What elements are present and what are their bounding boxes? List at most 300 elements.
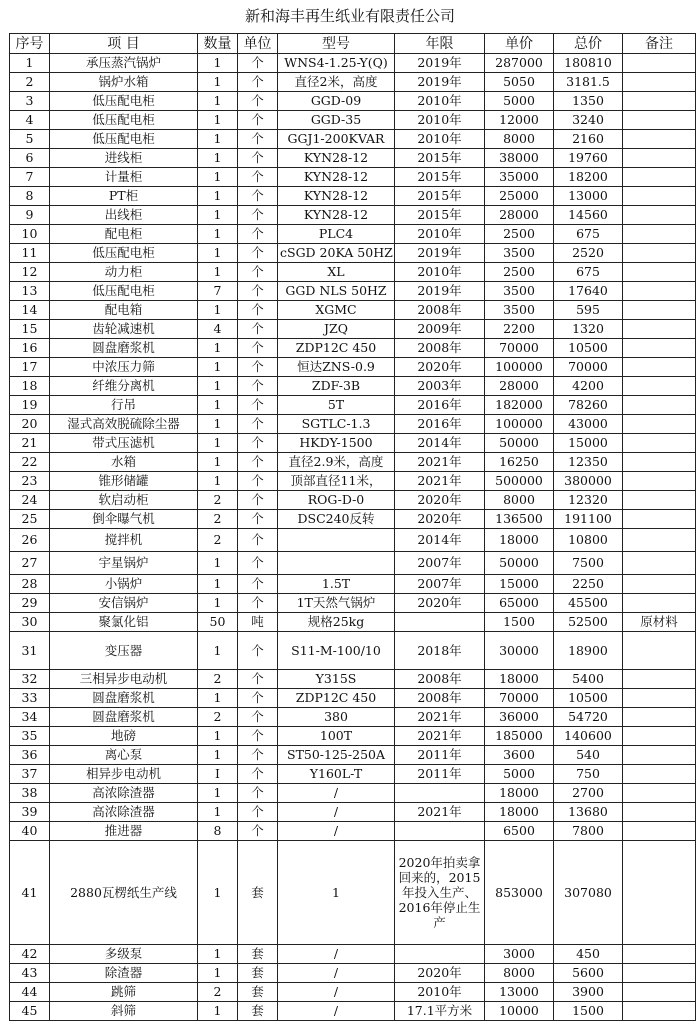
cell-total-price: 675 xyxy=(554,263,623,282)
cell-remarks xyxy=(623,841,696,945)
cell-unit: 套 xyxy=(238,841,278,945)
cell-unit: 个 xyxy=(238,632,278,670)
cell-unit: 个 xyxy=(238,73,278,92)
table-row xyxy=(10,784,696,803)
cell-model: / xyxy=(278,945,395,964)
cell-model: 1 xyxy=(278,841,395,945)
cell-item: 搅拌机 xyxy=(50,529,198,552)
cell-year: 2021年 xyxy=(395,472,485,491)
cell-item: 行吊 xyxy=(50,396,198,415)
cell-year: 2014年 xyxy=(395,434,485,453)
cell-index: 31 xyxy=(10,632,50,670)
cell-year: 17.1平方米 xyxy=(395,1002,485,1021)
cell-unit-price: 182000 xyxy=(485,396,554,415)
cell-unit-price: 13000 xyxy=(485,983,554,1002)
cell-unit-price: 185000 xyxy=(485,727,554,746)
cell-item: 带式压滤机 xyxy=(50,434,198,453)
cell-model: KYN28-12 xyxy=(278,206,395,225)
cell-year: 2010年 xyxy=(395,92,485,111)
cell-quantity: 1 xyxy=(198,575,238,594)
cell-total-price: 13000 xyxy=(554,187,623,206)
cell-unit: 套 xyxy=(238,983,278,1002)
cell-remarks xyxy=(623,594,696,613)
cell-model xyxy=(278,552,395,575)
cell-unit: 个 xyxy=(238,822,278,841)
table-row xyxy=(10,983,696,1002)
cell-year: 2021年 xyxy=(395,453,485,472)
cell-total-price: 54720 xyxy=(554,708,623,727)
cell-unit-price: 25000 xyxy=(485,187,554,206)
cell-model xyxy=(278,529,395,552)
table-row xyxy=(10,765,696,784)
cell-remarks xyxy=(623,396,696,415)
cell-unit: 个 xyxy=(238,187,278,206)
cell-item: 倒伞曝气机 xyxy=(50,510,198,529)
cell-year: 2011年 xyxy=(395,765,485,784)
cell-year: 2010年 xyxy=(395,263,485,282)
cell-unit: 个 xyxy=(238,168,278,187)
cell-unit: 个 xyxy=(238,54,278,73)
cell-unit-price: 18000 xyxy=(485,803,554,822)
cell-unit: 个 xyxy=(238,472,278,491)
cell-model: DSC240反转 xyxy=(278,510,395,529)
table-row xyxy=(10,964,696,983)
cell-unit: 个 xyxy=(238,434,278,453)
cell-model: Y315S xyxy=(278,670,395,689)
cell-unit: 个 xyxy=(238,727,278,746)
cell-remarks xyxy=(623,320,696,339)
cell-remarks xyxy=(623,1002,696,1021)
cell-item: 地磅 xyxy=(50,727,198,746)
cell-model: KYN28-12 xyxy=(278,187,395,206)
cell-model: GGD-09 xyxy=(278,92,395,111)
cell-index: 11 xyxy=(10,244,50,263)
table-row xyxy=(10,225,696,244)
cell-year: 2011年 xyxy=(395,746,485,765)
cell-index: 35 xyxy=(10,727,50,746)
table-row xyxy=(10,111,696,130)
cell-item: 安信锅炉 xyxy=(50,594,198,613)
cell-index: 40 xyxy=(10,822,50,841)
cell-unit-price: 5050 xyxy=(485,73,554,92)
cell-year: 2019年 xyxy=(395,73,485,92)
cell-index: 18 xyxy=(10,377,50,396)
cell-remarks xyxy=(623,784,696,803)
cell-quantity: 1 xyxy=(198,168,238,187)
cell-unit: 个 xyxy=(238,92,278,111)
cell-quantity: 1 xyxy=(198,784,238,803)
cell-remarks xyxy=(623,491,696,510)
cell-total-price: 7500 xyxy=(554,552,623,575)
cell-remarks xyxy=(623,983,696,1002)
cell-quantity: 2 xyxy=(198,491,238,510)
cell-quantity: 2 xyxy=(198,708,238,727)
cell-total-price: 45500 xyxy=(554,594,623,613)
cell-unit: 个 xyxy=(238,263,278,282)
cell-model: 直径2.9米，高度 xyxy=(278,453,395,472)
cell-unit-price: 38000 xyxy=(485,149,554,168)
cell-model: / xyxy=(278,822,395,841)
cell-unit-price: 2200 xyxy=(485,320,554,339)
table-row xyxy=(10,529,696,552)
cell-total-price: 70000 xyxy=(554,358,623,377)
cell-unit: 个 xyxy=(238,358,278,377)
cell-remarks xyxy=(623,168,696,187)
cell-unit: 个 xyxy=(238,206,278,225)
cell-unit: 个 xyxy=(238,377,278,396)
cell-model: 5T xyxy=(278,396,395,415)
cell-year: 2014年 xyxy=(395,529,485,552)
cell-item: 水箱 xyxy=(50,453,198,472)
cell-model: 380 xyxy=(278,708,395,727)
cell-index: 12 xyxy=(10,263,50,282)
table-row xyxy=(10,689,696,708)
cell-item: 高浓除渣器 xyxy=(50,784,198,803)
cell-model: KYN28-12 xyxy=(278,168,395,187)
cell-year: 2021年 xyxy=(395,727,485,746)
cell-unit: 个 xyxy=(238,244,278,263)
cell-unit-price: 8000 xyxy=(485,130,554,149)
cell-total-price: 15000 xyxy=(554,434,623,453)
cell-index: 32 xyxy=(10,670,50,689)
cell-total-price: 540 xyxy=(554,746,623,765)
table-row xyxy=(10,339,696,358)
cell-remarks xyxy=(623,244,696,263)
table-row xyxy=(10,92,696,111)
table-row xyxy=(10,434,696,453)
cell-quantity: 1 xyxy=(198,803,238,822)
table-row xyxy=(10,613,696,632)
cell-unit: 套 xyxy=(238,1002,278,1021)
cell-item: 2880瓦楞纸生产线 xyxy=(50,841,198,945)
cell-unit: 个 xyxy=(238,552,278,575)
cell-quantity: 1 xyxy=(198,339,238,358)
cell-year: 2019年 xyxy=(395,54,485,73)
cell-total-price: 43000 xyxy=(554,415,623,434)
cell-index: 36 xyxy=(10,746,50,765)
cell-quantity: 1 xyxy=(198,206,238,225)
table-row xyxy=(10,803,696,822)
cell-unit-price: 70000 xyxy=(485,339,554,358)
cell-model: / xyxy=(278,983,395,1002)
cell-item: 多级泵 xyxy=(50,945,198,964)
cell-unit: 个 xyxy=(238,746,278,765)
table-row xyxy=(10,130,696,149)
col-header-item: 项 目 xyxy=(50,34,198,54)
cell-unit-price: 2500 xyxy=(485,263,554,282)
cell-unit: 吨 xyxy=(238,613,278,632)
cell-remarks xyxy=(623,282,696,301)
cell-quantity: 1 xyxy=(198,130,238,149)
col-header-model: 型号 xyxy=(278,34,395,54)
table-body xyxy=(10,54,696,1021)
cell-index: 21 xyxy=(10,434,50,453)
cell-remarks xyxy=(623,377,696,396)
cell-quantity: 1 xyxy=(198,92,238,111)
cell-quantity: 1 xyxy=(198,964,238,983)
cell-index: 20 xyxy=(10,415,50,434)
cell-unit-price: 287000 xyxy=(485,54,554,73)
table-row xyxy=(10,552,696,575)
cell-remarks xyxy=(623,510,696,529)
cell-quantity: 1 xyxy=(198,1002,238,1021)
cell-year: 2009年 xyxy=(395,320,485,339)
cell-model: HKDY-1500 xyxy=(278,434,395,453)
cell-remarks xyxy=(623,822,696,841)
cell-model: 100T xyxy=(278,727,395,746)
table-header-row xyxy=(10,34,696,54)
cell-total-price: 10500 xyxy=(554,689,623,708)
cell-index: 14 xyxy=(10,301,50,320)
cell-year xyxy=(395,945,485,964)
cell-unit-price: 3600 xyxy=(485,746,554,765)
cell-total-price: 3240 xyxy=(554,111,623,130)
cell-quantity: 1 xyxy=(198,244,238,263)
cell-model: XL xyxy=(278,263,395,282)
table-row xyxy=(10,670,696,689)
cell-model: / xyxy=(278,1002,395,1021)
cell-unit: 个 xyxy=(238,670,278,689)
cell-remarks xyxy=(623,358,696,377)
cell-unit: 个 xyxy=(238,784,278,803)
cell-unit: 个 xyxy=(238,689,278,708)
cell-item: 低压配电柜 xyxy=(50,92,198,111)
cell-year: 2020年 xyxy=(395,510,485,529)
cell-index: 42 xyxy=(10,945,50,964)
cell-index: 8 xyxy=(10,187,50,206)
cell-unit: 个 xyxy=(238,225,278,244)
table-row xyxy=(10,822,696,841)
cell-model: SGTLC-1.3 xyxy=(278,415,395,434)
cell-unit: 个 xyxy=(238,765,278,784)
table-row xyxy=(10,945,696,964)
cell-index: 13 xyxy=(10,282,50,301)
cell-unit-price: 3500 xyxy=(485,244,554,263)
cell-item: 圆盘磨浆机 xyxy=(50,708,198,727)
cell-total-price: 5600 xyxy=(554,964,623,983)
cell-model: ST50-125-250A xyxy=(278,746,395,765)
cell-index: 28 xyxy=(10,575,50,594)
table-row xyxy=(10,708,696,727)
cell-unit: 个 xyxy=(238,301,278,320)
table-row xyxy=(10,746,696,765)
cell-unit: 个 xyxy=(238,282,278,301)
cell-quantity: 1 xyxy=(198,434,238,453)
cell-quantity: 4 xyxy=(198,320,238,339)
cell-quantity: 1 xyxy=(198,111,238,130)
cell-item: 纤维分离机 xyxy=(50,377,198,396)
cell-item: 计量柜 xyxy=(50,168,198,187)
cell-total-price: 13680 xyxy=(554,803,623,822)
cell-total-price: 595 xyxy=(554,301,623,320)
table-row xyxy=(10,594,696,613)
cell-year: 2008年 xyxy=(395,670,485,689)
cell-item: 湿式高效脱硫除尘器 xyxy=(50,415,198,434)
cell-quantity: 7 xyxy=(198,282,238,301)
cell-item: 圆盘磨浆机 xyxy=(50,689,198,708)
cell-total-price: 5400 xyxy=(554,670,623,689)
cell-year: 2015年 xyxy=(395,149,485,168)
cell-index: 17 xyxy=(10,358,50,377)
col-header-remarks: 备注 xyxy=(623,34,696,54)
cell-quantity: 50 xyxy=(198,613,238,632)
cell-unit-price: 6500 xyxy=(485,822,554,841)
cell-quantity: 1 xyxy=(198,841,238,945)
cell-unit: 个 xyxy=(238,111,278,130)
cell-total-price: 3181.5 xyxy=(554,73,623,92)
table-row xyxy=(10,149,696,168)
cell-remarks xyxy=(623,206,696,225)
cell-quantity: 1 xyxy=(198,472,238,491)
cell-total-price: 307080 xyxy=(554,841,623,945)
table-row xyxy=(10,841,696,945)
cell-year: 2008年 xyxy=(395,301,485,320)
cell-total-price: 1350 xyxy=(554,92,623,111)
cell-model: cSGD 20KA 50HZ xyxy=(278,244,395,263)
col-header-total-price: 总价 xyxy=(554,34,623,54)
cell-year: 2020年 xyxy=(395,964,485,983)
cell-quantity: 1 xyxy=(198,54,238,73)
cell-quantity: 2 xyxy=(198,670,238,689)
table-row xyxy=(10,320,696,339)
cell-model: 直径2米，高度 xyxy=(278,73,395,92)
cell-remarks xyxy=(623,225,696,244)
cell-unit-price: 12000 xyxy=(485,111,554,130)
document-title: 新和海丰再生纸业有限责任公司 xyxy=(244,7,455,25)
cell-item: PT柜 xyxy=(50,187,198,206)
cell-index: 29 xyxy=(10,594,50,613)
cell-remarks xyxy=(623,130,696,149)
cell-unit-price: 500000 xyxy=(485,472,554,491)
cell-index: 16 xyxy=(10,339,50,358)
cell-unit-price: 50000 xyxy=(485,434,554,453)
cell-year: 2019年 xyxy=(395,244,485,263)
cell-total-price: 14560 xyxy=(554,206,623,225)
cell-total-price: 750 xyxy=(554,765,623,784)
cell-unit-price: 18000 xyxy=(485,529,554,552)
cell-quantity: 1 xyxy=(198,225,238,244)
table-row xyxy=(10,472,696,491)
cell-remarks: 原材料 xyxy=(623,613,696,632)
cell-item: 承压蒸汽锅炉 xyxy=(50,54,198,73)
cell-unit-price: 18000 xyxy=(485,670,554,689)
cell-quantity: 1 xyxy=(198,358,238,377)
cell-unit-price: 65000 xyxy=(485,594,554,613)
cell-item: 软启动柜 xyxy=(50,491,198,510)
cell-quantity: 1 xyxy=(198,396,238,415)
cell-remarks xyxy=(623,111,696,130)
cell-remarks xyxy=(623,746,696,765)
cell-item: 宇星锅炉 xyxy=(50,552,198,575)
table-row xyxy=(10,244,696,263)
cell-remarks xyxy=(623,765,696,784)
cell-total-price: 2700 xyxy=(554,784,623,803)
cell-unit: 个 xyxy=(238,415,278,434)
cell-index: 25 xyxy=(10,510,50,529)
cell-index: 3 xyxy=(10,92,50,111)
table-row xyxy=(10,1002,696,1021)
asset-table xyxy=(9,33,696,1021)
cell-year: 2020年 xyxy=(395,358,485,377)
cell-item: 聚氯化铝 xyxy=(50,613,198,632)
cell-unit-price: 15000 xyxy=(485,575,554,594)
cell-unit: 个 xyxy=(238,149,278,168)
cell-unit: 套 xyxy=(238,964,278,983)
cell-index: 1 xyxy=(10,54,50,73)
cell-unit: 个 xyxy=(238,491,278,510)
cell-model: GGJ1-200KVAR xyxy=(278,130,395,149)
table-row xyxy=(10,727,696,746)
cell-item: 中浓压力筛 xyxy=(50,358,198,377)
cell-quantity: 1 xyxy=(198,552,238,575)
cell-total-price: 180810 xyxy=(554,54,623,73)
cell-quantity: 2 xyxy=(198,983,238,1002)
cell-year: 2018年 xyxy=(395,632,485,670)
cell-total-price: 10800 xyxy=(554,529,623,552)
cell-index: 10 xyxy=(10,225,50,244)
cell-model: 1.5T xyxy=(278,575,395,594)
cell-total-price: 1320 xyxy=(554,320,623,339)
cell-item: 低压配电柜 xyxy=(50,282,198,301)
table-row xyxy=(10,358,696,377)
cell-remarks xyxy=(623,727,696,746)
cell-item: 低压配电柜 xyxy=(50,111,198,130)
cell-year: 2016年 xyxy=(395,396,485,415)
cell-year: 2010年 xyxy=(395,983,485,1002)
cell-total-price: 78260 xyxy=(554,396,623,415)
cell-unit-price: 35000 xyxy=(485,168,554,187)
cell-item: 齿轮减速机 xyxy=(50,320,198,339)
cell-model: ZDP12C 450 xyxy=(278,689,395,708)
cell-item: 三相异步电动机 xyxy=(50,670,198,689)
cell-year: 2008年 xyxy=(395,339,485,358)
cell-index: 19 xyxy=(10,396,50,415)
cell-quantity: 1 xyxy=(198,187,238,206)
cell-year: 2016年 xyxy=(395,415,485,434)
cell-year: 2007年 xyxy=(395,552,485,575)
cell-remarks xyxy=(623,670,696,689)
cell-model: 顶部直径11米， xyxy=(278,472,395,491)
cell-unit-price: 5000 xyxy=(485,92,554,111)
table-row xyxy=(10,263,696,282)
cell-model: JZQ xyxy=(278,320,395,339)
cell-model: WNS4-1.25-Y(Q) xyxy=(278,54,395,73)
cell-remarks xyxy=(623,632,696,670)
cell-unit: 个 xyxy=(238,594,278,613)
cell-year: 2020年拍卖拿回来的，2015年投入生产、2016年停止生产 xyxy=(395,841,485,945)
cell-item: 小锅炉 xyxy=(50,575,198,594)
cell-unit: 个 xyxy=(238,575,278,594)
cell-unit-price: 3500 xyxy=(485,301,554,320)
cell-item: 出线柜 xyxy=(50,206,198,225)
cell-remarks xyxy=(623,301,696,320)
cell-total-price: 2520 xyxy=(554,244,623,263)
cell-unit-price: 853000 xyxy=(485,841,554,945)
cell-item: 圆盘磨浆机 xyxy=(50,339,198,358)
cell-unit-price: 5000 xyxy=(485,765,554,784)
cell-model: KYN28-12 xyxy=(278,149,395,168)
table-row xyxy=(10,510,696,529)
cell-remarks xyxy=(623,187,696,206)
cell-unit: 个 xyxy=(238,320,278,339)
cell-total-price: 18200 xyxy=(554,168,623,187)
table-row xyxy=(10,301,696,320)
cell-index: 44 xyxy=(10,983,50,1002)
table-row xyxy=(10,187,696,206)
cell-year: 2007年 xyxy=(395,575,485,594)
cell-remarks xyxy=(623,708,696,727)
cell-year: 2020年 xyxy=(395,491,485,510)
